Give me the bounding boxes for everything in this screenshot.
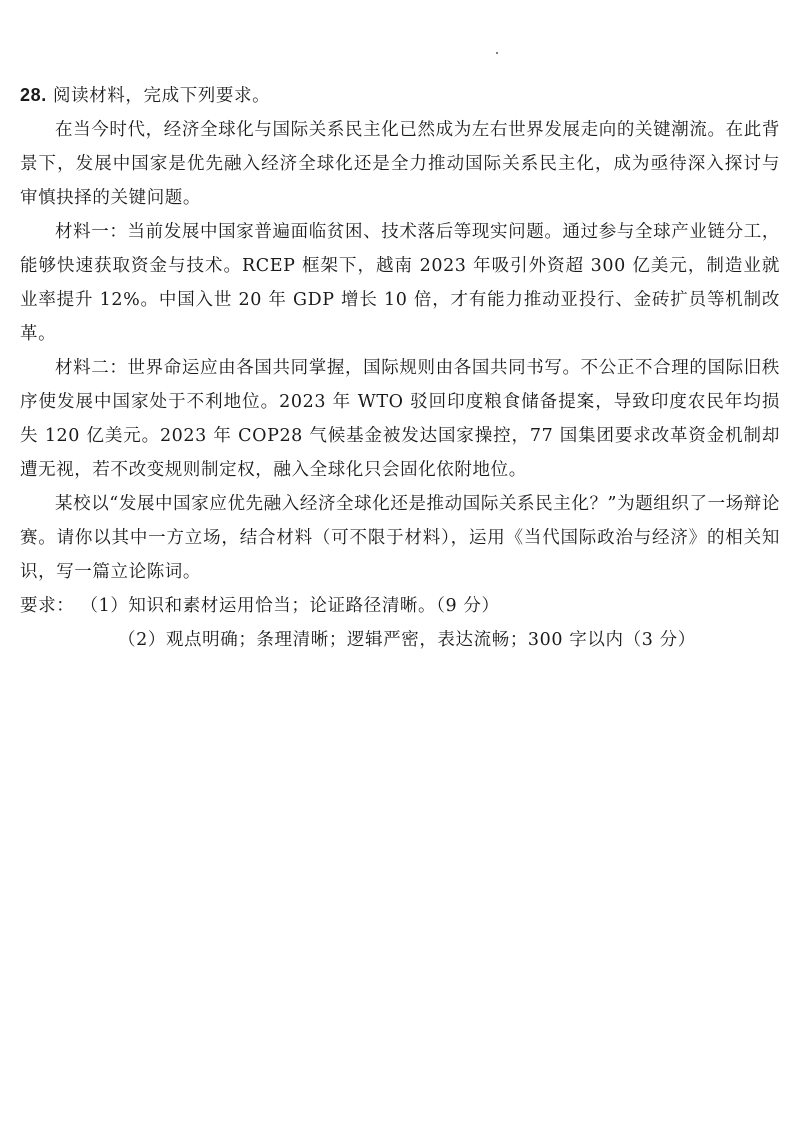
requirements-label: 要求： bbox=[20, 596, 75, 616]
requirement-item-1: （1）知识和素材运用恰当；论证路径清晰。（9 分） bbox=[80, 596, 500, 616]
question-28 bbox=[20, 78, 780, 657]
requirement-row-1 bbox=[20, 589, 780, 623]
question-number: 28. bbox=[20, 85, 47, 105]
intro-paragraph: 在当今时代，经济全球化与国际关系民主化已然成为左右世界发展走向的关键潮流。在此背景下，发展中国家是优先融入经济全球化还是全力推动国际关系民主化，成为亟待深入探讨与审慎抉择的关键问题。 bbox=[20, 120, 780, 208]
question-header bbox=[20, 78, 780, 113]
material-2-paragraph: 材料二：世界命运应由各国共同掌握，国际规则由各国共同书写。不公正不合理的国际旧秩序使发展中国家处于不利地位。2023 年 WTO 驳回印度粮食储备提案，导致印度农民年均损失 120 亿美元。2023 年 COP28 气候基金被发达国家操控，77 国集团要求改革资金机制却遭无视，若不改变规则制定权，融入全球化只会固化依附地位。 bbox=[20, 358, 780, 480]
requirement-row-2 bbox=[20, 623, 780, 657]
task-paragraph: 某校以“发展中国家应优先融入经济全球化还是推动国际关系民主化？”为题组织了一场辩论赛。请你以其中一方立场，结合材料（可不限于材料），运用《当代国际政治与经济》的相关知识，写一篇立论陈词。 bbox=[20, 494, 780, 582]
material-1-paragraph: 材料一：当前发展中国家普遍面临贫困、技术落后等现实问题。通过参与全球产业链分工，能够快速获取资金与技术。RCEP 框架下，越南 2023 年吸引外资超 300 亿美元，制造业就业率提升 12%。中国入世 20 年 GDP 增长 10 倍，才有能力推动亚投行、金砖扩员等机制改革。 bbox=[20, 222, 780, 344]
scan-speck bbox=[496, 52, 498, 54]
requirement-item-2: （2）观点明确；条理清晰；逻辑严密，表达流畅；300 字以内（3 分） bbox=[118, 630, 696, 650]
question-instruction: 阅读材料，完成下列要求。 bbox=[53, 86, 271, 106]
